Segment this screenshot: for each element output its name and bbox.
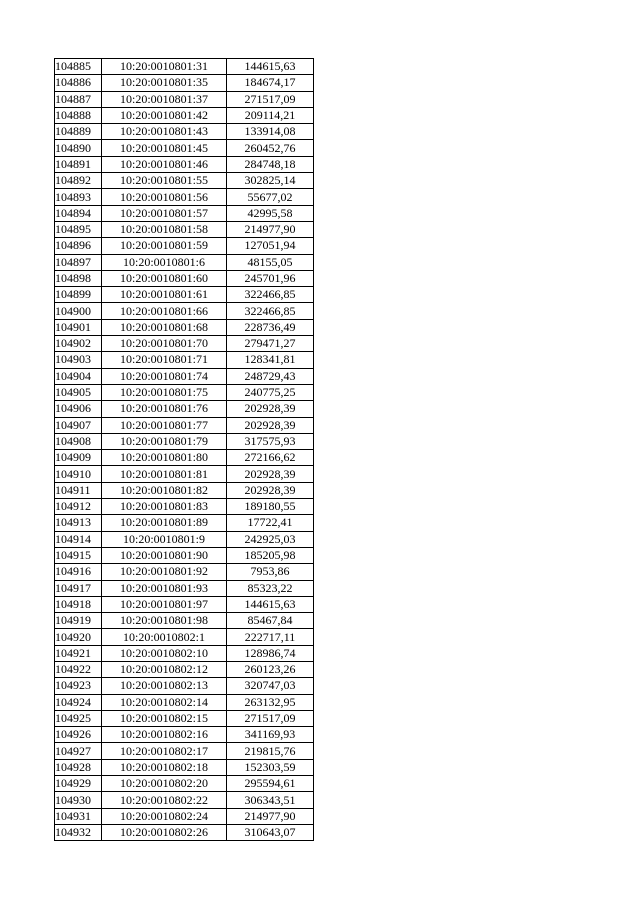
row-id-cell: 104902 [55,336,102,352]
cadastral-value-cell: 209114,21 [227,107,314,123]
table-row [55,808,314,824]
table-row [55,531,314,547]
cadastral-number-cell: 10:20:0010801:70 [102,336,227,352]
cadastral-number-cell: 10:20:0010801:61 [102,287,227,303]
row-id-cell: 104918 [55,596,102,612]
cadastral-value-cell: 245701,96 [227,270,314,286]
cadastral-value-cell: 272166,62 [227,450,314,466]
row-id-cell: 104922 [55,661,102,677]
cadastral-value-cell: 240775,25 [227,384,314,400]
row-id-cell: 104893 [55,189,102,205]
cadastral-value-cell: 219815,76 [227,743,314,759]
cadastral-value-cell: 133914,08 [227,124,314,140]
row-id-cell: 104910 [55,466,102,482]
row-id-cell: 104896 [55,238,102,254]
cadastral-value-cell: 271517,09 [227,710,314,726]
cadastral-number-cell: 10:20:0010801:76 [102,401,227,417]
cadastral-value-cell: 128986,74 [227,645,314,661]
cadastral-value-cell: 306343,51 [227,792,314,808]
cadastral-number-cell: 10:20:0010801:57 [102,205,227,221]
row-id-cell: 104920 [55,629,102,645]
table-row [55,417,314,433]
cadastral-number-cell: 10:20:0010801:55 [102,173,227,189]
table-row [55,287,314,303]
cadastral-value-cell: 242925,03 [227,531,314,547]
cadastral-value-cell: 42995,58 [227,205,314,221]
table-row [55,401,314,417]
row-id-cell: 104898 [55,270,102,286]
cadastral-value-cell: 222717,11 [227,629,314,645]
table-row [55,645,314,661]
row-id-cell: 104932 [55,824,102,840]
cadastral-value-cell: 322466,85 [227,303,314,319]
table-row [55,319,314,335]
row-id-cell: 104897 [55,254,102,270]
row-id-cell: 104917 [55,580,102,596]
cadastral-number-cell: 10:20:0010801:89 [102,515,227,531]
cadastral-number-cell: 10:20:0010802:18 [102,759,227,775]
cadastral-value-cell: 85467,84 [227,613,314,629]
table-row [55,678,314,694]
table-row [55,75,314,91]
table-row [55,743,314,759]
table-row [55,336,314,352]
cadastral-number-cell: 10:20:0010801:75 [102,384,227,400]
row-id-cell: 104919 [55,613,102,629]
cadastral-value-cell: 202928,39 [227,401,314,417]
cadastral-value-cell: 260452,76 [227,140,314,156]
cadastral-number-cell: 10:20:0010801:35 [102,75,227,91]
cadastral-value-cell: 341169,93 [227,727,314,743]
cadastral-value-cell: 248729,43 [227,368,314,384]
cadastral-value-cell: 144615,63 [227,596,314,612]
row-id-cell: 104928 [55,759,102,775]
cadastral-value-cell: 185205,98 [227,547,314,563]
table-row [55,792,314,808]
row-id-cell: 104930 [55,792,102,808]
cadastral-value-cell: 271517,09 [227,91,314,107]
table-row [55,352,314,368]
table-row [55,564,314,580]
cadastral-number-cell: 10:20:0010801:66 [102,303,227,319]
row-id-cell: 104911 [55,482,102,498]
cadastral-value-cell: 214977,90 [227,808,314,824]
cadastral-value-cell: 184674,17 [227,75,314,91]
cadastral-number-cell: 10:20:0010801:97 [102,596,227,612]
row-id-cell: 104888 [55,107,102,123]
row-id-cell: 104900 [55,303,102,319]
cadastral-number-cell: 10:20:0010801:46 [102,156,227,172]
cadastral-value-cell: 228736,49 [227,319,314,335]
cadastral-number-cell: 10:20:0010802:16 [102,727,227,743]
table-row [55,515,314,531]
cadastral-number-cell: 10:20:0010801:6 [102,254,227,270]
cadastral-value-cell: 202928,39 [227,417,314,433]
cadastral-value-cell: 55677,02 [227,189,314,205]
table-body [55,59,314,841]
row-id-cell: 104916 [55,564,102,580]
table-row [55,613,314,629]
cadastral-number-cell: 10:20:0010802:22 [102,792,227,808]
cadastral-number-cell: 10:20:0010801:74 [102,368,227,384]
table-row [55,156,314,172]
table-row [55,91,314,107]
cadastral-value-cell: 263132,95 [227,694,314,710]
cadastral-number-cell: 10:20:0010802:1 [102,629,227,645]
row-id-cell: 104890 [55,140,102,156]
cadastral-value-cell: 7953,86 [227,564,314,580]
table-row [55,776,314,792]
table-row [55,580,314,596]
cadastral-value-cell: 17722,41 [227,515,314,531]
table-row [55,824,314,840]
cadastral-value-cell: 284748,18 [227,156,314,172]
row-id-cell: 104926 [55,727,102,743]
cadastral-number-cell: 10:20:0010802:15 [102,710,227,726]
cadastral-number-cell: 10:20:0010802:12 [102,661,227,677]
row-id-cell: 104927 [55,743,102,759]
cadastral-number-cell: 10:20:0010801:42 [102,107,227,123]
cadastral-number-cell: 10:20:0010801:37 [102,91,227,107]
cadastral-number-cell: 10:20:0010802:13 [102,678,227,694]
cadastral-value-cell: 322466,85 [227,287,314,303]
cadastral-number-cell: 10:20:0010802:17 [102,743,227,759]
cadastral-value-cell: 260123,26 [227,661,314,677]
row-id-cell: 104909 [55,450,102,466]
row-id-cell: 104907 [55,417,102,433]
table-row [55,727,314,743]
cadastral-value-cell: 279471,27 [227,336,314,352]
cadastral-value-cell: 202928,39 [227,482,314,498]
row-id-cell: 104931 [55,808,102,824]
table-row [55,238,314,254]
row-id-cell: 104908 [55,433,102,449]
row-id-cell: 104921 [55,645,102,661]
table-row [55,221,314,237]
cadastral-value-cell: 302825,14 [227,173,314,189]
cadastral-value-cell: 127051,94 [227,238,314,254]
table-row [55,759,314,775]
cadastral-value-cell: 85323,22 [227,580,314,596]
row-id-cell: 104904 [55,368,102,384]
cadastral-number-cell: 10:20:0010801:80 [102,450,227,466]
cadastral-number-cell: 10:20:0010801:71 [102,352,227,368]
cadastral-value-cell: 189180,55 [227,499,314,515]
cadastral-number-cell: 10:20:0010802:10 [102,645,227,661]
cadastral-value-cell: 310643,07 [227,824,314,840]
cadastral-value-cell: 214977,90 [227,221,314,237]
row-id-cell: 104887 [55,91,102,107]
table-row [55,384,314,400]
table-row [55,368,314,384]
cadastral-number-cell: 10:20:0010801:90 [102,547,227,563]
cadastral-number-cell: 10:20:0010802:24 [102,808,227,824]
row-id-cell: 104903 [55,352,102,368]
row-id-cell: 104905 [55,384,102,400]
cadastral-value-cell: 128341,81 [227,352,314,368]
cadastral-number-cell: 10:20:0010801:77 [102,417,227,433]
row-id-cell: 104924 [55,694,102,710]
table-row [55,499,314,515]
row-id-cell: 104892 [55,173,102,189]
cadastral-number-cell: 10:20:0010801:31 [102,59,227,75]
table-row [55,173,314,189]
table-row [55,450,314,466]
cadastral-number-cell: 10:20:0010801:82 [102,482,227,498]
table-row [55,710,314,726]
table-row [55,433,314,449]
row-id-cell: 104906 [55,401,102,417]
cadastral-number-cell: 10:20:0010801:98 [102,613,227,629]
cadastral-number-cell: 10:20:0010801:58 [102,221,227,237]
cadastral-number-cell: 10:20:0010801:45 [102,140,227,156]
cadastral-number-cell: 10:20:0010802:26 [102,824,227,840]
cadastral-number-cell: 10:20:0010801:81 [102,466,227,482]
cadastral-number-cell: 10:20:0010801:60 [102,270,227,286]
cadastral-number-cell: 10:20:0010801:93 [102,580,227,596]
table-row [55,270,314,286]
cadastral-number-cell: 10:20:0010802:20 [102,776,227,792]
cadastral-value-cell: 202928,39 [227,466,314,482]
table-row [55,107,314,123]
row-id-cell: 104925 [55,710,102,726]
cadastral-value-cell: 48155,05 [227,254,314,270]
table-row [55,140,314,156]
table-row [55,254,314,270]
row-id-cell: 104923 [55,678,102,694]
cadastral-value-cell: 317575,93 [227,433,314,449]
cadastral-number-cell: 10:20:0010801:59 [102,238,227,254]
table-row [55,694,314,710]
row-id-cell: 104899 [55,287,102,303]
table-row [55,482,314,498]
table-row [55,629,314,645]
cadastral-number-cell: 10:20:0010801:56 [102,189,227,205]
row-id-cell: 104886 [55,75,102,91]
cadastral-value-table [54,58,314,841]
cadastral-value-cell: 144615,63 [227,59,314,75]
table-row [55,303,314,319]
row-id-cell: 104915 [55,547,102,563]
table-row [55,547,314,563]
table-row [55,59,314,75]
cadastral-number-cell: 10:20:0010801:68 [102,319,227,335]
row-id-cell: 104889 [55,124,102,140]
cadastral-value-cell: 320747,03 [227,678,314,694]
cadastral-number-cell: 10:20:0010801:9 [102,531,227,547]
row-id-cell: 104912 [55,499,102,515]
cadastral-value-cell: 152303,59 [227,759,314,775]
table-row [55,661,314,677]
row-id-cell: 104929 [55,776,102,792]
cadastral-number-cell: 10:20:0010802:14 [102,694,227,710]
cadastral-number-cell: 10:20:0010801:43 [102,124,227,140]
table-row [55,124,314,140]
row-id-cell: 104891 [55,156,102,172]
row-id-cell: 104894 [55,205,102,221]
table-row [55,189,314,205]
row-id-cell: 104901 [55,319,102,335]
table-row [55,205,314,221]
row-id-cell: 104895 [55,221,102,237]
row-id-cell: 104885 [55,59,102,75]
table-row [55,466,314,482]
cadastral-value-cell: 295594,61 [227,776,314,792]
table-row [55,596,314,612]
row-id-cell: 104913 [55,515,102,531]
cadastral-number-cell: 10:20:0010801:92 [102,564,227,580]
row-id-cell: 104914 [55,531,102,547]
cadastral-number-cell: 10:20:0010801:83 [102,499,227,515]
cadastral-number-cell: 10:20:0010801:79 [102,433,227,449]
